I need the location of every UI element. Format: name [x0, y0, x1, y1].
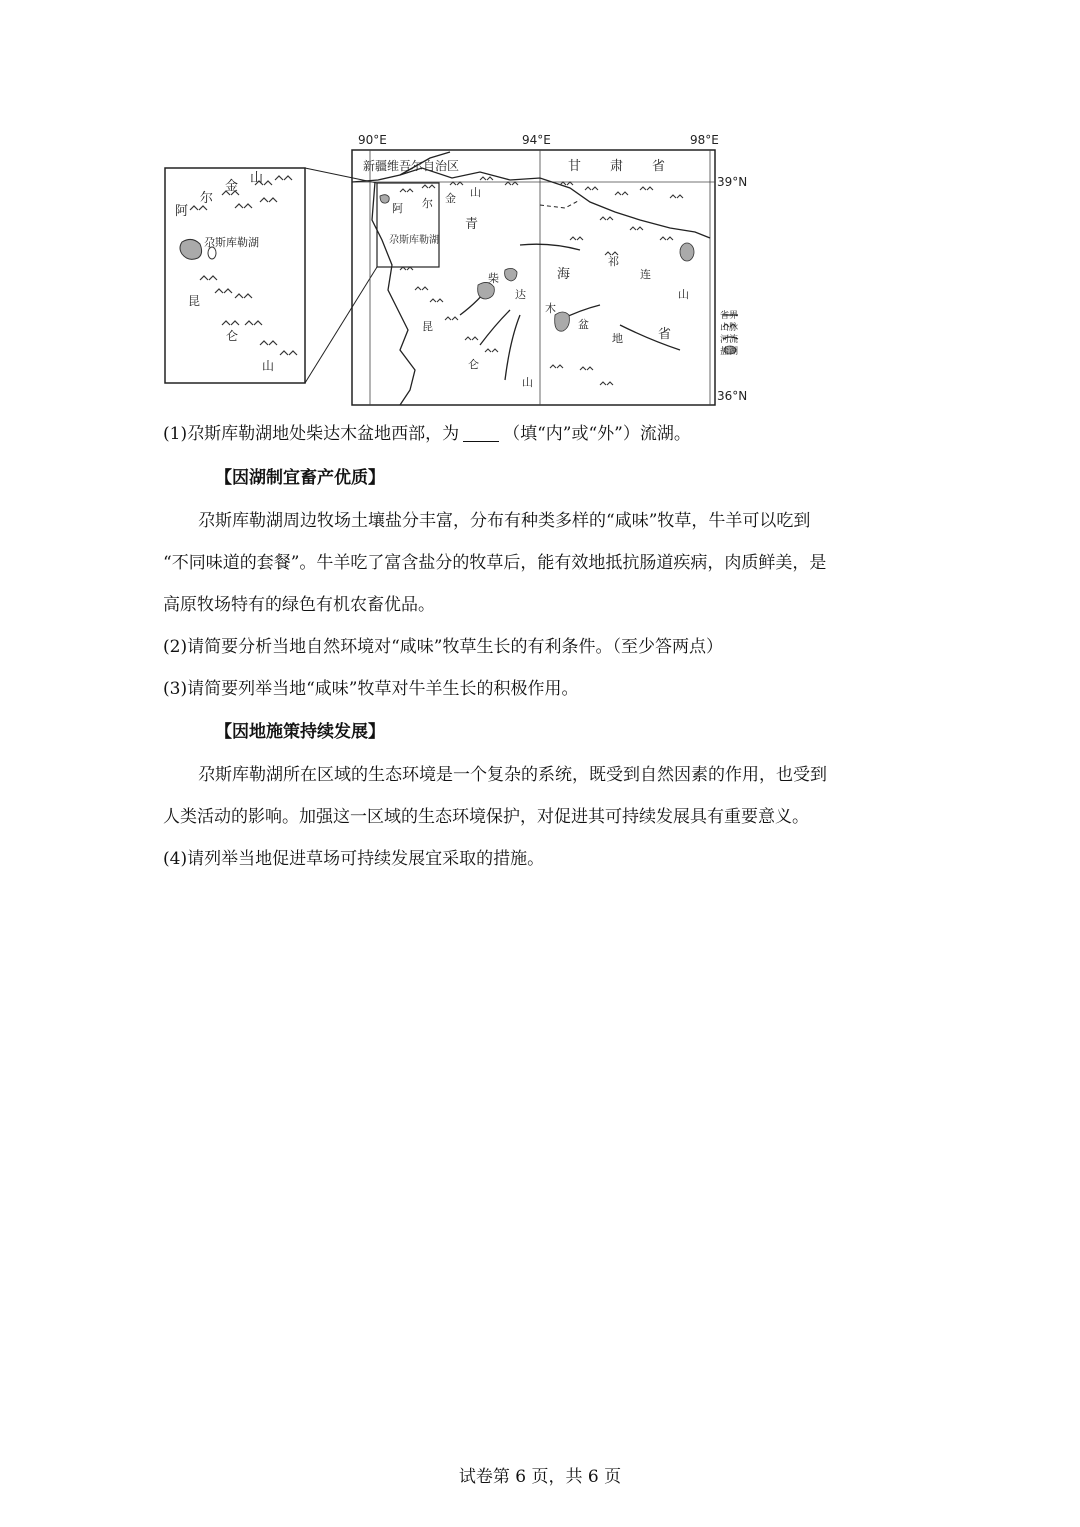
qinghai-3: 省 — [658, 327, 672, 342]
qilian-3: 山 — [678, 288, 689, 301]
map-figure — [160, 130, 748, 410]
main-rivers — [460, 244, 680, 380]
altun-3: 金 — [445, 192, 456, 205]
xinjiang-label: 新疆维吾尔自治区 — [363, 159, 460, 173]
inset-altun-2: 尔 — [200, 191, 214, 206]
q1-text-after: （填“内”或“外”）流湖。 — [503, 424, 691, 444]
qilian-2: 连 — [640, 268, 651, 281]
paragraph-1-line-2: “不同味道的套餐”。牛羊吃了富含盐分的牧草后，能有效地抵抗肠道疾病，肉质鲜美，是 — [163, 553, 827, 573]
legend-label-3: 盐湖 — [719, 347, 738, 357]
lon-90: 90°E — [358, 133, 387, 147]
qinghai-2: 海 — [557, 267, 571, 282]
inset-lake — [180, 239, 202, 259]
question-4: (4)请列举当地促进草场可持续发展宜采取的措施。 — [163, 849, 545, 869]
province-boundary-north — [352, 168, 710, 238]
inset-altun-3: 金 — [225, 179, 239, 194]
legend-label-1: 山脉 — [719, 323, 738, 333]
paragraph-1-line-3: 高原牧场特有的绿色有机农畜优品。 — [163, 595, 435, 615]
main-mountains — [400, 177, 693, 385]
qaidam-2: 达 — [515, 288, 526, 301]
section-heading-2: 【因地施策持续发展】 — [215, 722, 385, 742]
section-heading-1: 【因湖制宜畜产优质】 — [215, 468, 385, 488]
qilian-1: 祁 — [608, 255, 619, 268]
main-lake-label: 尕斯库勒湖 — [389, 235, 439, 246]
altun-4: 山 — [470, 186, 481, 199]
altun-2: 尔 — [422, 197, 433, 210]
kunlun-2: 仑 — [468, 358, 479, 371]
legend-label-0: 省界 — [719, 311, 738, 321]
lon-98: 98°E — [690, 133, 719, 147]
qaidam-3: 木 — [545, 302, 556, 315]
inset-altun-1: 阿 — [175, 204, 189, 219]
paragraph-2-line-1: 尕斯库勒湖所在区域的生态环境是一个复杂的系统，既受到自然因素的作用，也受到 — [198, 765, 827, 785]
paragraph-2-line-2: 人类活动的影响。加强这一区域的生态环境保护，对促进其可持续发展具有重要意义。 — [163, 807, 809, 827]
province-boundary-dashed — [540, 200, 580, 208]
question-3: (3)请简要列举当地“咸味”牧草对牛羊生长的积极作用。 — [163, 679, 579, 699]
kunlun-1: 昆 — [422, 320, 433, 333]
inset-lake-label: 尕斯库勒湖 — [204, 236, 259, 249]
main-frame — [352, 150, 715, 405]
inset-kunlun-1: 昆 — [188, 294, 201, 308]
lon-94: 94°E — [522, 133, 551, 147]
lat-36: 36°N — [717, 389, 748, 403]
question-2: (2)请简要分析当地自然环境对“咸味”牧草生长的有利条件。（至少答两点） — [163, 637, 723, 657]
qinghai-1: 青 — [465, 217, 479, 232]
qaidam-5: 地 — [612, 332, 623, 345]
page-footer: 试卷第 6 页，共 6 页 — [458, 1467, 622, 1487]
altun-1: 阿 — [392, 202, 403, 215]
main-lake-2 — [505, 268, 517, 281]
q1-text-before: (1)尕斯库勒湖地处柴达木盆地西部，为 — [163, 424, 460, 444]
legend-label-2: 河流 — [719, 335, 738, 345]
province-boundary-west — [372, 182, 415, 405]
inset-altun-4: 山 — [250, 171, 264, 186]
qaidam-4: 盆 — [578, 318, 589, 331]
map-svg — [160, 130, 748, 410]
gansu-2: 肃 — [610, 159, 624, 174]
question-1 — [163, 420, 923, 448]
main-lake-4 — [680, 243, 694, 261]
main-lake-3 — [555, 312, 570, 331]
main-lake-gas — [380, 195, 389, 203]
paragraph-1-line-1: 尕斯库勒湖周边牧场土壤盐分丰富，分布有种类多样的“咸味”牧草，牛羊可以吃到 — [198, 511, 811, 531]
kunlun-3: 山 — [522, 376, 533, 389]
gansu-3: 省 — [652, 159, 666, 174]
gansu-1: 甘 — [568, 159, 582, 174]
inset-connector-bottom — [305, 267, 377, 383]
qaidam-1: 柴 — [488, 272, 499, 285]
inset-kunlun-3: 山 — [262, 359, 275, 373]
answer-blank[interactable] — [463, 423, 499, 442]
lat-39: 39°N — [717, 175, 748, 189]
inset-kunlun-2: 仑 — [226, 329, 239, 343]
